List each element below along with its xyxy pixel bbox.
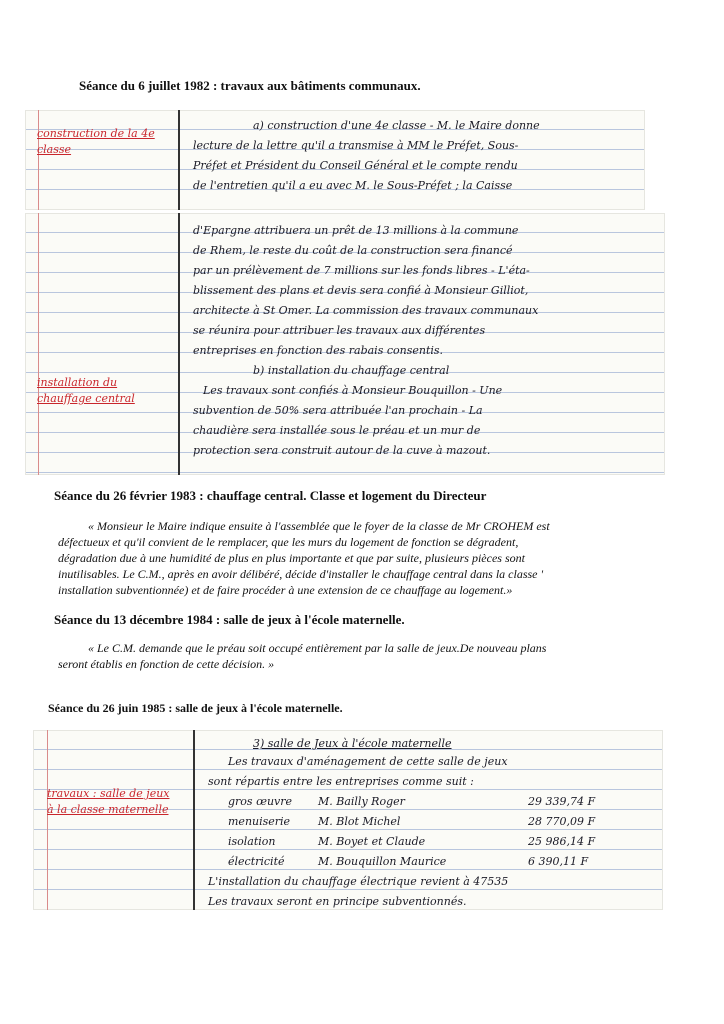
handwritten-line: Préfet et Président du Conseil Général et le compte rendu [193, 159, 518, 172]
handwritten-line: Les travaux sont confiés à Monsieur Bouquillon - Une [203, 384, 503, 397]
handwritten-line: 3) salle de Jeux à l'école maternelle [253, 737, 452, 750]
item-company: M. Boyet et Claude [318, 835, 426, 848]
handwritten-line: Les travaux d'aménagement de cette salle de jeux [228, 755, 508, 768]
item-trade: gros œuvre [228, 795, 293, 808]
section-heading-1983: Séance du 26 février 1983 : chauffage central. Classe et logement du Directeur [54, 488, 487, 503]
handwritten-scan-1982-bottom [25, 213, 665, 475]
quote-line: « Monsieur le Maire indique ensuite à l'assemblée que le foyer de la classe de Mr CROHEM est [88, 519, 550, 533]
handwritten-title [253, 734, 452, 754]
margin-note-construction: construction de la 4e classe [37, 127, 155, 156]
list-item [208, 792, 658, 812]
handwritten-line: blissement des plans et devis sera confié à Monsieur Gilliot, [193, 284, 529, 297]
handwritten-line: L'installation du chauffage électrique revient à 47535 [208, 875, 509, 888]
handwritten-line: lecture de la lettre qu'il a transmise à MM le Préfet, Sous- [193, 139, 519, 152]
item-trade: électricité [228, 855, 285, 868]
section-heading-1984: Séance du 13 décembre 1984 : salle de jeux à l'école maternelle. [54, 612, 405, 627]
quote-1984 [58, 640, 678, 672]
handwritten-line: entreprises en fonction des rabais consentis. [193, 344, 444, 357]
handwritten-line: se réunira pour attribuer les travaux aux différentes [193, 324, 486, 337]
list-item [208, 832, 658, 852]
margin-note-chauffage: installation du chauffage central [37, 376, 135, 405]
handwritten-line: sont répartis entre les entreprises comme suit : [208, 775, 474, 788]
handwritten-line: par un prélèvement de 7 millions sur les fonds libres - L'éta- [193, 264, 530, 277]
item-amount: 6 390,11 F [528, 855, 589, 868]
handwritten-text-block [193, 221, 538, 461]
handwritten-line: chaudière sera installée sous le préau et un mur de [193, 424, 481, 437]
handwritten-intro [208, 752, 508, 792]
handwritten-scan-1985 [33, 730, 663, 910]
section-heading-1982: Séance du 6 juillet 1982 : travaux aux bâtiments communaux. [79, 78, 421, 93]
quote-line: défectueux et qu'il convient de le remplacer, que les murs du logement de fonction se dégradent, [58, 535, 519, 549]
handwritten-line: de Rhem, le reste du coût de la construction sera financé [193, 244, 513, 257]
quote-1983 [58, 518, 678, 598]
quote-line: « Le C.M. demande que le préau soit occupé entièrement par la salle de jeux.De nouveau plans [88, 641, 547, 655]
item-amount: 28 770,09 F [528, 815, 596, 828]
item-company: M. Blot Michel [318, 815, 401, 828]
handwritten-line: b) installation du chauffage central [253, 364, 450, 377]
list-item [208, 812, 658, 832]
item-amount: 29 339,74 F [528, 795, 596, 808]
item-company: M. Bailly Roger [318, 795, 405, 808]
quote-line: dégradation due à une humidité de plus en plus importante et que par suite, plusieurs pièces sont [58, 551, 525, 565]
handwritten-line: de l'entretien qu'il a eu avec M. le Sous-Préfet ; la Caisse [193, 179, 513, 192]
items-list [208, 792, 658, 872]
list-item [208, 852, 658, 872]
handwritten-line: subvention de 50% sera attribuée l'an prochain - La [193, 404, 483, 417]
item-trade: menuiserie [228, 815, 291, 828]
quote-line: seront établis en fonction de cette décision. » [58, 657, 275, 671]
handwritten-outro [208, 872, 508, 910]
quote-line: inutilisables. Le C.M., après en avoir délibéré, décide d'installer le chauffage central dans la classe ' [58, 567, 544, 581]
quote-line: installation subventionnée) et de faire procéder à une extension de ce chauffage au logement.» [58, 583, 513, 597]
handwritten-line: d'Epargne attribuera un prêt de 13 millions à la commune [193, 224, 519, 237]
section-heading-1985: Séance du 26 juin 1985 : salle de jeux à l'école maternelle. [48, 701, 343, 715]
item-company: M. Bouquillon Maurice [318, 855, 447, 868]
item-amount: 25 986,14 F [528, 835, 596, 848]
margin-note-salle-de-jeux: travaux : salle de jeux à la classe maternelle [47, 787, 170, 816]
handwritten-line: a) construction d'une 4e classe - M. le Maire donne [253, 119, 540, 132]
item-trade: isolation [228, 835, 276, 848]
handwritten-scan-1982-top [25, 110, 645, 210]
handwritten-line: Les travaux seront en principe subventionnés. [208, 895, 467, 908]
handwritten-line: protection sera construit autour de la cuve à mazout. [193, 444, 491, 457]
handwritten-text-block [193, 116, 540, 196]
handwritten-line: architecte à St Omer. La commission des travaux communaux [193, 304, 539, 317]
